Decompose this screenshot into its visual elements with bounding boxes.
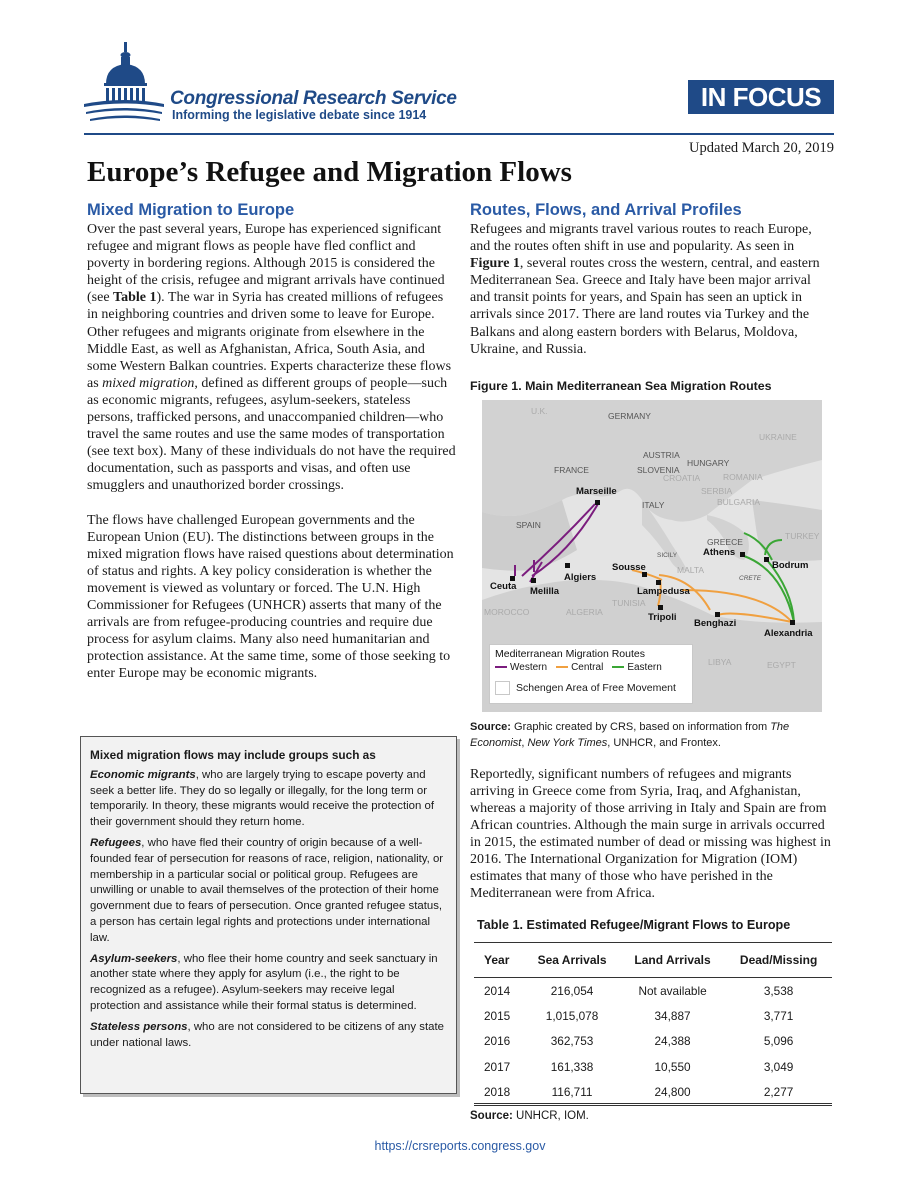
crs-logo: [84, 42, 504, 130]
section-heading-mixed-migration: Mixed Migration to Europe: [87, 201, 295, 219]
text-box-title: Mixed migration flows may include groups such as: [90, 748, 376, 762]
mixed-migration-text-box: [80, 736, 457, 1094]
map-label-crete: CRETE: [739, 574, 762, 582]
map-label-egypt: EGYPT: [767, 659, 796, 670]
table-cell-land-arrivals: 10,550: [654, 1059, 691, 1074]
left-column: [87, 201, 457, 682]
map-label-serbia: SERBIA: [701, 485, 733, 496]
map-label-turkey: TURKEY: [785, 530, 820, 541]
mixed-migration-paragraph-2: The flows have challenged European governments and the European Union (EU). The distinctions between groups in the mixed migration flows have raised questions about determination of status and rights. A key policy consideration is whether the movement is viewed as voluntary or forced. The U.N. High Commissioner for Refugees (UNHCR) asserts that many of the arrivals are from refugee-producing countries and require due process for asylum claims. Many also need humanitarian and protection assistance. At the same time, some of those seeking to enter Europe may be economic migrants.: [87, 512, 454, 682]
legend-item-schengen: Schengen Area of Free Movement: [495, 681, 676, 695]
text-box-entry-stateless-persons: Stateless persons, who are not considered to be citizens of any state under national laws.: [90, 1020, 444, 1049]
map-label-libya: LIBYA: [708, 656, 732, 667]
map-city-tripoli: Tripoli: [648, 611, 677, 623]
table-cell-year: 2017: [484, 1059, 511, 1074]
table-row: [474, 977, 832, 1003]
map-label-algeria: ALGERIA: [566, 606, 603, 617]
header-rule: [84, 133, 834, 135]
map-legend: [489, 644, 693, 704]
map-city-sousse: Sousse: [612, 561, 646, 573]
table-cell-year: 2016: [484, 1034, 511, 1049]
map-city-athens: Athens: [703, 546, 736, 558]
map-label-austria: AUSTRIA: [643, 449, 680, 460]
table-1-source: Source: UNHCR, IOM.: [470, 1110, 589, 1122]
table-header-year: Year: [474, 942, 524, 977]
mixed-migration-paragraph-1: Over the past several years, Europe has experienced significant refugee and migrant flows as people have fled conflict and poverty in bordering regions. Although 2015 is considered the height of the crisis, refugee and migrant arrivals have continued (see Table 1). The war in Syria has created millions of refugees in neighboring countries and driven some to leave for Europe. Other refugees and migrants originate from elsewhere in the Middle East, as well as Afghanistan, Africa, South Asia, and some Western Balkan countries. Experts characterize these flows as mixed migration, defined as different groups of people—such as economic migrants, refugees, asylum-seekers, stateless persons, trafficked persons, and unaccompanied children—who travel the same routes and use the same modes of transportation (see text box). Many of these individuals do not have the required documentation, such as passports and visas, and often use smugglers and unauthorized border crossings.: [87, 222, 456, 494]
map-label-romania: ROMANIA: [723, 471, 763, 482]
text-box-entry-economic-migrants: Economic migrants, who are largely trying to escape poverty and seek a better life. They do so legally or illegally, for the long term or temporarily. In theory, these migrants would receive the protection of their government should they return home.: [90, 768, 434, 829]
figure-1-title: Figure 1. Main Mediterranean Sea Migration Routes: [470, 378, 772, 393]
table-cell-dead-missing: 3,049: [763, 1059, 794, 1074]
routes-paragraph-1: Refugees and migrants travel various routes to reach Europe, and the routes often shift in use and popularity. As seen in Figure 1, several routes cross the western, central, and eastern Mediterranean Sea. Greece and Italy have been major arrival and transit points for years, and Spain has seen an uptick in arrivals since 2017. There are land routes via Turkey and the Balkans and along eastern borders with Belarus, Moldova, Ukraine, and Russia.: [470, 222, 820, 357]
map-label-italy: ITALY: [642, 499, 665, 510]
map-label-malta: MALTA: [677, 564, 705, 575]
table-row: [474, 1028, 832, 1054]
map-label-morocco: MOROCCO: [484, 606, 530, 617]
map-city-melilla: Melilla: [530, 585, 560, 597]
schengen-swatch: [495, 681, 510, 695]
map-label-greece: GREECE: [707, 536, 743, 547]
map-label-germany: GERMANY: [608, 410, 651, 421]
legend-item-western: Western: [495, 662, 547, 673]
table-cell-sea-arrivals: 1,015,078: [545, 1008, 599, 1023]
map-label-bulgaria: BULGARIA: [717, 496, 760, 507]
map-city-ceuta: Ceuta: [490, 580, 517, 592]
table-cell-land-arrivals: 24,800: [620, 1079, 725, 1105]
map-city-algiers: Algiers: [564, 571, 597, 583]
org-tagline: Informing the legislative debate since 1914: [172, 108, 427, 122]
table-cell-year: 2014: [484, 983, 511, 998]
map-city-benghazi: Benghazi: [694, 617, 737, 629]
map-label-slovenia: SLOVENIA: [637, 464, 680, 475]
table-cell-year: 2018: [474, 1079, 524, 1105]
section-heading-routes: Routes, Flows, and Arrival Profiles: [470, 201, 742, 219]
table-cell-dead-missing: 3,771: [763, 1008, 794, 1023]
table-header-land-arrivals: Land Arrivals: [620, 942, 725, 977]
migration-routes-map: [482, 400, 822, 712]
western-route-swatch: [495, 666, 507, 668]
table-cell-dead-missing: 3,538: [763, 983, 794, 998]
map-city-alexandria: Alexandria: [764, 627, 813, 639]
mixed-migration-term: mixed migration: [102, 375, 195, 391]
table-cell-sea-arrivals: 362,753: [550, 1034, 594, 1049]
legend-title: Mediterranean Migration Routes: [495, 647, 645, 660]
updated-date: Updated March 20, 2019: [689, 140, 834, 156]
map-label-ukraine: UKRAINE: [759, 431, 797, 442]
table-cell-dead-missing: 5,096: [763, 1034, 794, 1049]
routes-paragraph-2: Reportedly, significant numbers of refugees and migrants arriving in Greece come from Syria, Iraq, and Afghanistan, whereas a majority of those arriving in Italy and Spain are from African countries. Although the main surge in arrivals occurred in 2015, the estimated number of dead or missing was highest in 2016. The International Organization for Migration (IOM) estimates that many of those who have perished in the Mediterranean were from Africa.: [470, 766, 831, 902]
legend-routes: [495, 662, 668, 673]
map-label-sicily: SICILY: [657, 551, 678, 559]
table-cell-land-arrivals: Not available: [638, 983, 707, 998]
map-label-france: FRANCE: [554, 464, 589, 475]
table-cell-land-arrivals: 24,388: [654, 1034, 691, 1049]
central-route-swatch: [556, 666, 568, 668]
table-header-sea-arrivals: Sea Arrivals: [524, 942, 620, 977]
map-label-croatia: CROATIA: [663, 472, 701, 483]
capitol-dome-icon: [84, 42, 168, 130]
table-row: [474, 1054, 832, 1080]
refugee-flows-table: [474, 942, 832, 1107]
map-city-marseille: Marseille: [576, 485, 617, 497]
table-header-dead-missing: Dead/Missing: [725, 942, 832, 977]
figure-1-reference: Figure 1: [470, 256, 520, 272]
eastern-route-swatch: [612, 666, 624, 668]
table-cell-year: 2015: [484, 1008, 511, 1023]
footer-url-link[interactable]: https://crsreports.congress.gov: [374, 1139, 546, 1153]
table-1-reference: Table 1: [113, 290, 157, 306]
legend-item-eastern: Eastern: [612, 662, 661, 673]
page-title: Europe’s Refugee and Migration Flows: [87, 156, 572, 188]
table-cell-land-arrivals: 34,887: [654, 1008, 691, 1023]
map-label-hungary: HUNGARY: [687, 457, 730, 468]
legend-item-central: Central: [556, 662, 603, 673]
text-box-entry-asylum-seekers: Asylum-seekers, who flee their home country and seek sanctuary in another state where they apply for asylum (i.e., the right to be recognized as a refugee). Asylum-seekers may receive legal protection and assistance while their formal status is determined.: [90, 952, 438, 1012]
table-row: [474, 1079, 832, 1105]
table-row: [474, 1003, 832, 1029]
page-header: [0, 0, 920, 188]
table-cell-sea-arrivals: 216,054: [550, 983, 594, 998]
map-city-bodrum: Bodrum: [772, 559, 809, 571]
table-1-title: Table 1. Estimated Refugee/Migrant Flows to Europe: [477, 917, 791, 932]
table-cell-dead-missing: 2,277: [725, 1079, 832, 1105]
table-cell-sea-arrivals: 161,338: [550, 1059, 594, 1074]
table-header-row: [474, 942, 832, 977]
map-label-tunisia: TUNISIA: [612, 597, 646, 608]
org-name: Congressional Research Service: [170, 88, 457, 109]
map-city-lampedusa: Lampedusa: [637, 585, 690, 597]
table-cell-sea-arrivals: 116,711: [524, 1079, 620, 1105]
figure-1-source: Source: Graphic created by CRS, based on information from The Economist, New York Times, UNHCR, and Frontex.: [470, 720, 790, 749]
map-label-spain: SPAIN: [516, 519, 541, 530]
text-box-entry-refugees: Refugees, who have fled their country of origin because of a well-founded fear of persecution for reasons of race, religion, nationality, or membership in a particular social or political group. Refugees are unwilling or unable to avail themselves of the protection of their home government due to fears of persecution. Once granted refugee status, a person has certain legal rights and protections under international law.: [90, 836, 444, 944]
in-focus-badge: IN FOCUS: [688, 80, 834, 114]
right-column: [470, 201, 832, 1122]
map-label-uk: U.K.: [531, 405, 548, 416]
